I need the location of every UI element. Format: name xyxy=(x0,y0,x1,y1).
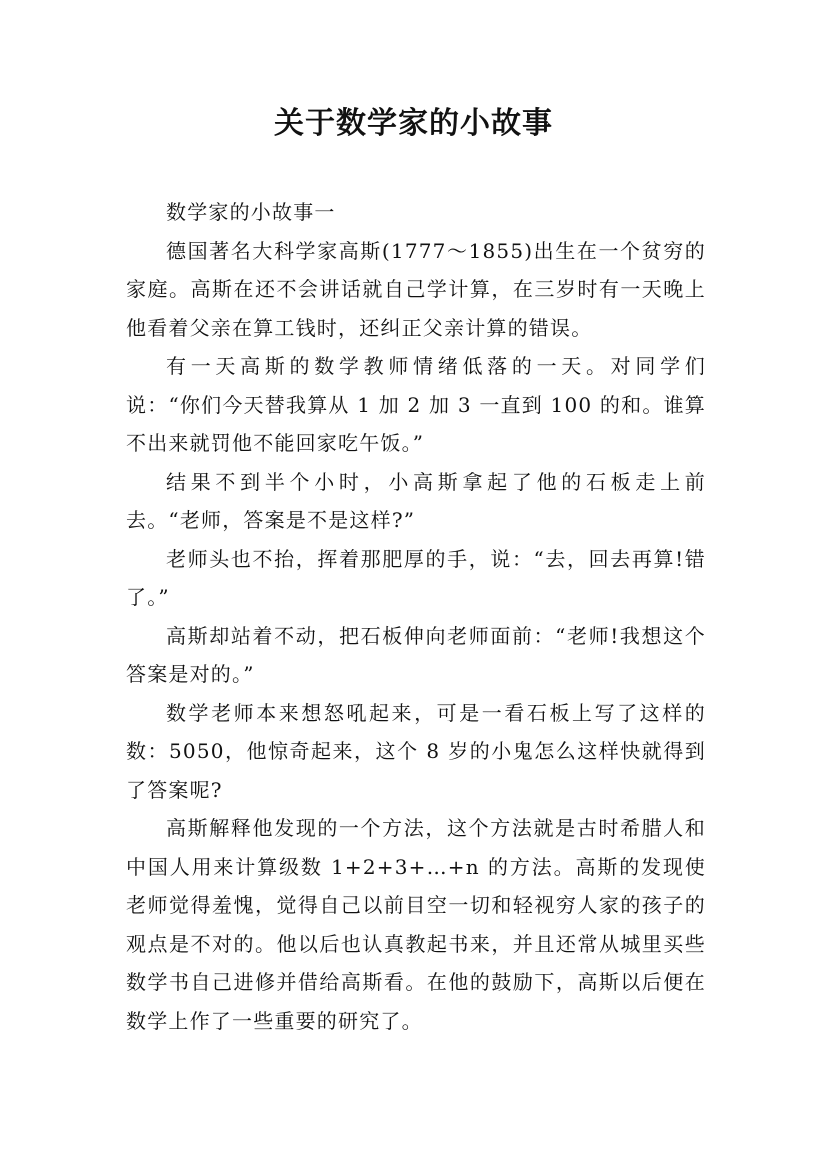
paragraph: 德国著名大科学家高斯(1777～1855)出生在一个贫穷的家庭。高斯在还不会讲话就自己学计算，在三岁时有一天晚上他看着父亲在算工钱时，还纠正父亲计算的错误。 xyxy=(126,238,706,340)
page-title: 关于数学家的小故事 xyxy=(274,106,553,141)
paragraph: 老师头也不抬，挥着那肥厚的手，说：“去，回去再算!错了。” xyxy=(126,546,706,609)
paragraph: 有一天高斯的数学教师情绪低落的一天。对同学们说：“你们今天替我算从 1 加 2 加 3 一直到 100 的和。谁算不出来就罚他不能回家吃午饭。” xyxy=(126,354,706,455)
paragraph: 数学老师本来想怒吼起来，可是一看石板上写了这样的数：5050，他惊奇起来，这个 8 岁的小鬼怎么这样快就得到了答案呢? xyxy=(126,700,706,802)
paragraph: 结果不到半个小时，小高斯拿起了他的石板走上前去。“老师，答案是不是这样?” xyxy=(126,469,706,532)
paragraph: 高斯解释他发现的一个方法，这个方法就是古时希腊人和中国人用来计算级数 1+2+3+…+n 的方法。高斯的发现使老师觉得羞愧，觉得自己以前目空一切和轻视穷人家的孩子的观点是不对的。他以后也认真教起书来，并且还常从城里买些数学书自己进修并借给高斯看。在他的鼓励下，高斯以后便在数学上作了一些重要的研究了。 xyxy=(126,816,706,1033)
paragraph: 高斯却站着不动，把石板伸向老师面前：“老师!我想这个答案是对的。” xyxy=(126,623,706,686)
section-heading: 数学家的小故事一 xyxy=(166,200,336,224)
document-body xyxy=(126,193,706,1040)
